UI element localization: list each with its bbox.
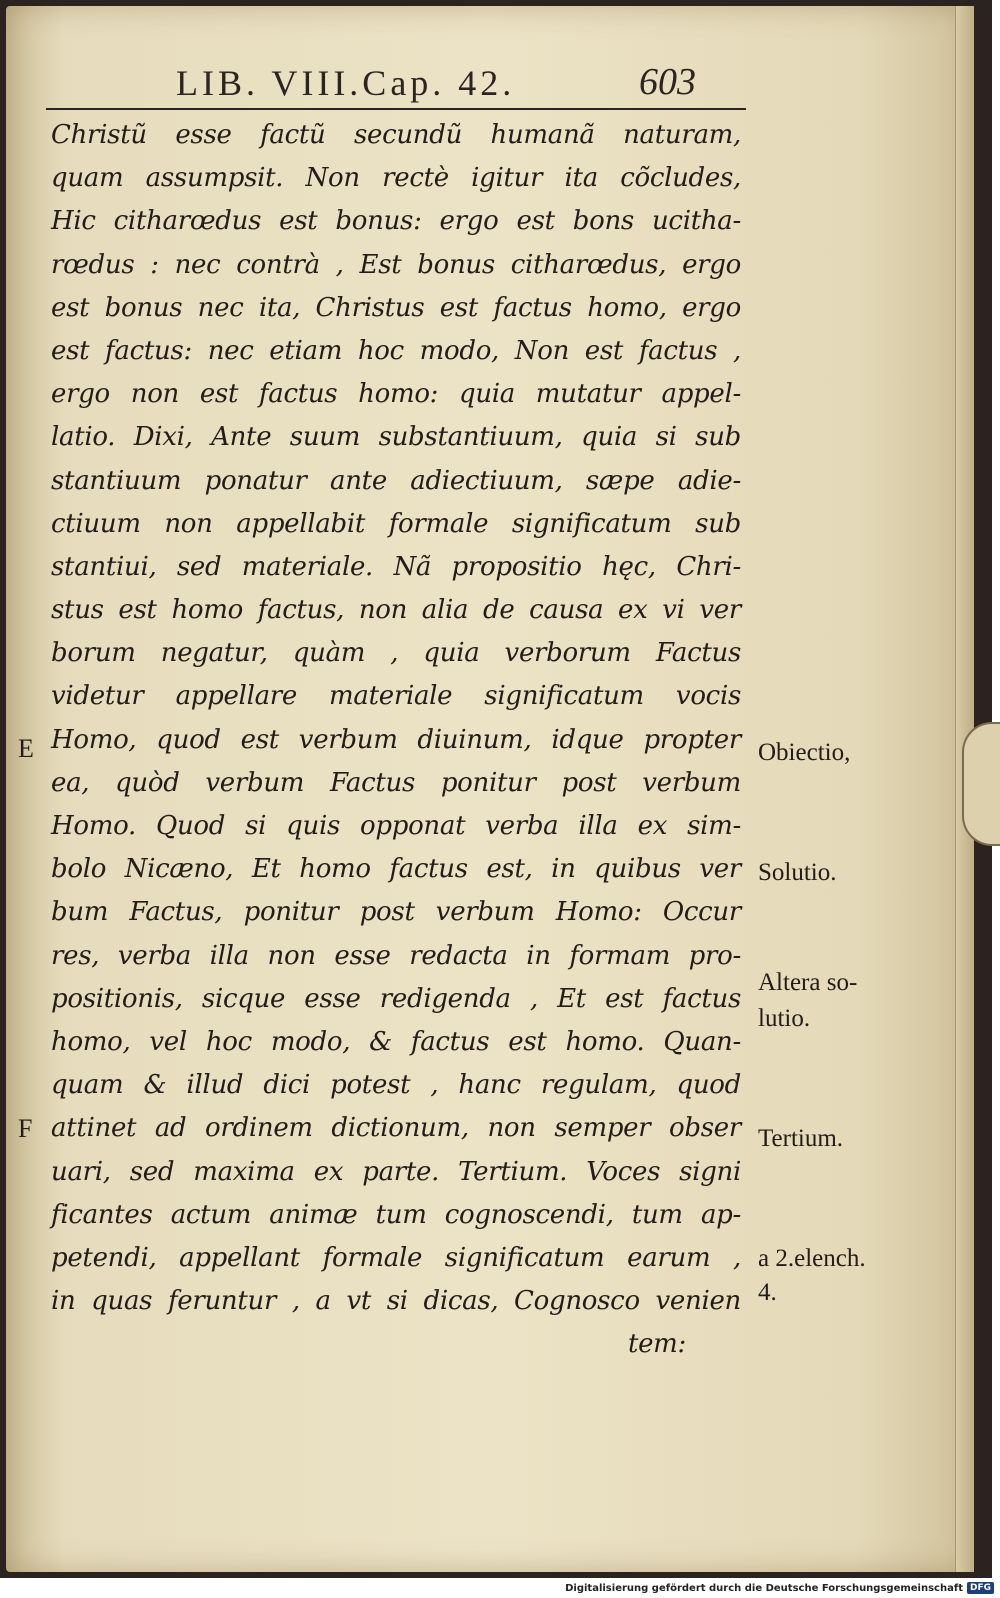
- sidenote-tertium: Tertium.: [758, 1125, 844, 1152]
- text-line: bolo Nicæno, Et homo factus est, in quibus ver: [51, 854, 741, 885]
- text-line: res, verba illa non esse redacta in formam pro-: [51, 940, 741, 971]
- book-page: [6, 6, 974, 1572]
- text-line: homo, vel hoc modo, & factus est homo. Quan-: [51, 1026, 741, 1057]
- text-line: ficantes actum animæ tum cognoscendi, tum ap-: [51, 1199, 741, 1230]
- text-line: positionis, sicque esse redigenda , Et est factus: [51, 983, 741, 1014]
- sidenote-solutio: Solutio.: [758, 859, 837, 886]
- text-line: quam & illud dici potest , hanc regulam, quod: [51, 1070, 741, 1101]
- text-line: quam assumpsit. Non rectè igitur ita cõcludes,: [51, 163, 741, 194]
- margin-letter-f: F: [18, 1114, 33, 1143]
- text-line: rœdus : nec contrà , Est bonus citharœdus, ergo: [51, 249, 741, 280]
- dfg-logo: DFG: [967, 1582, 994, 1594]
- text-line: ctiuum non appellabit formale significatum sub: [51, 508, 741, 539]
- sidenote-elench-1: a 2.elench.: [758, 1245, 866, 1272]
- text-line: petendi, appellant formale significatum earum ,: [51, 1242, 741, 1273]
- text-line: stus est homo factus, non alia de causa ex vi ver: [51, 595, 741, 626]
- text-line: attinet ad ordinem dictionum, non semper obser: [51, 1113, 741, 1144]
- chapter-heading: LIB. VIII.Cap. 42.: [176, 63, 516, 103]
- footer-text: Digitalisierung gefördert durch die Deutsche Forschungsgemeinschaft: [565, 1582, 963, 1594]
- catchword-line: tem:: [627, 1329, 686, 1360]
- text-line: videtur appellare materiale significatum vocis: [51, 681, 741, 712]
- sidenote-obiectio: Obiectio,: [758, 739, 851, 766]
- margin-letter-e: E: [18, 734, 34, 763]
- text-line: Hic citharœdus est bonus: ergo est bons ucitha-: [51, 206, 741, 237]
- body-text: [51, 114, 741, 1366]
- text-line: est factus: nec etiam hoc modo, Non est factus ,: [51, 335, 741, 366]
- page-clip: [962, 722, 1000, 846]
- text-line: stantiuum ponatur ante adiectiuum, sæpe adie-: [51, 465, 741, 496]
- text-line: ergo non est factus homo: quia mutatur appel-: [51, 379, 741, 410]
- page-number: 603: [639, 61, 696, 103]
- text-line: stantiui, sed materiale. Nã propositio hęc, Chri-: [51, 551, 741, 582]
- text-line: uari, sed maxima ex parte. Tertium. Voces signi: [51, 1156, 741, 1187]
- text-line: latio. Dixi, Ante suum substantiuum, quia si sub: [51, 422, 741, 453]
- footer: [565, 1580, 994, 1596]
- text-line: borum negatur, quàm , quia verborum Factus: [51, 638, 741, 669]
- text-line: Homo, quod est verbum diuinum, idque propter: [51, 724, 741, 755]
- sidenote-elench-2: 4.: [758, 1279, 777, 1306]
- text-line: Christũ esse factũ secundũ humanã naturam,: [51, 120, 741, 150]
- text-line: ea, quòd verbum Factus ponitur post verbum: [51, 767, 741, 798]
- text-line: est bonus nec ita, Christus est factus homo, ergo: [51, 292, 741, 323]
- text-line: bum Factus, ponitur post verbum Homo: Occur: [51, 897, 741, 928]
- sidenote-altera-1: Altera so-: [758, 969, 858, 996]
- text-line: in quas feruntur , a vt si dicas, Cognosco venien: [51, 1286, 741, 1317]
- text-line: Homo. Quod si quis opponat verba illa ex sim-: [51, 811, 741, 841]
- running-head: [46, 56, 746, 110]
- sidenote-altera-2: lutio.: [758, 1005, 811, 1032]
